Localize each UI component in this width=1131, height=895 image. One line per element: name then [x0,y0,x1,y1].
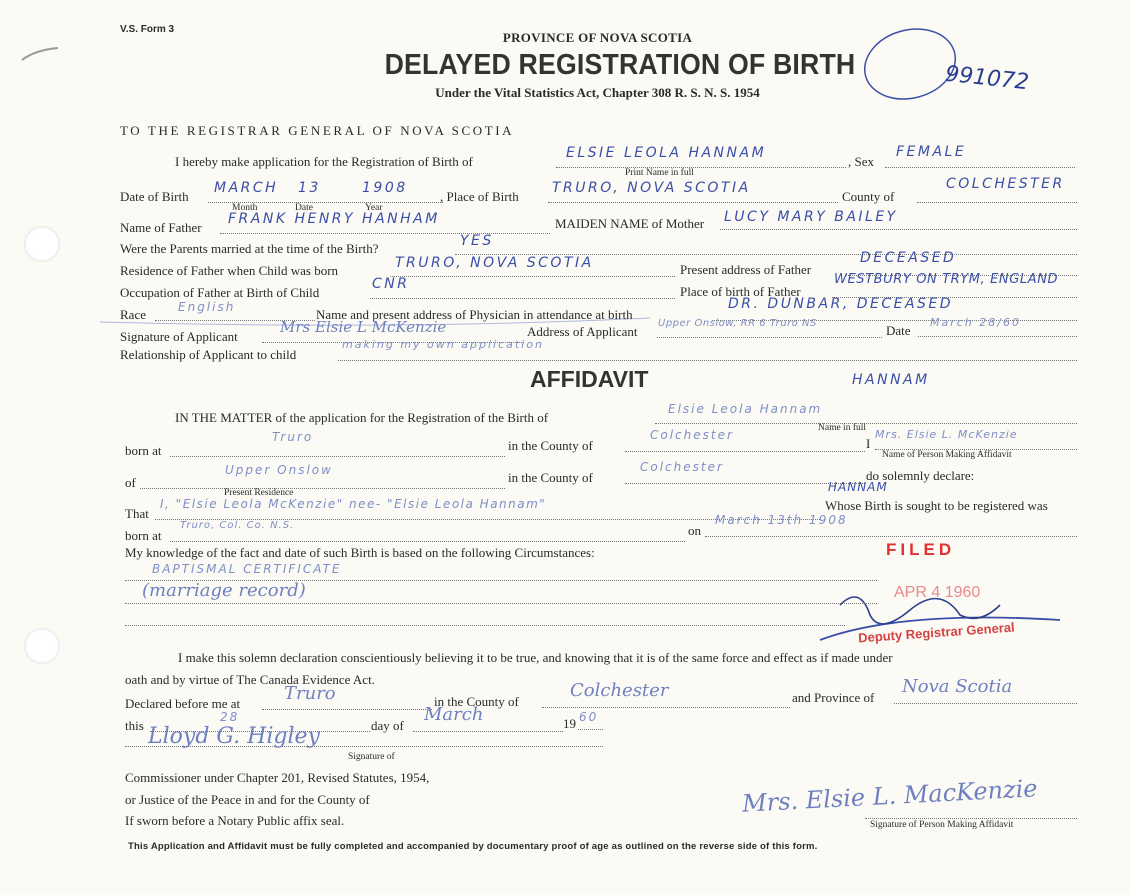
on-date-field: March 13th 1908 [715,513,848,527]
year-suffix-field: 60 [579,710,599,724]
father-birthplace-field: WESTBURY ON TRYM, ENGLAND [834,272,1059,287]
dotted-line [556,167,846,168]
circumstance-1: BAPTISMAL CERTIFICATE [152,562,342,576]
born-at-label: born at [125,443,162,458]
addressee: TO THE REGISTRAR GENERAL OF NOVA SCOTIA [120,123,515,138]
dotted-line [170,456,505,457]
parents-married-field: YES [460,233,494,249]
applicant-address-label: Address of Applicant [527,324,638,339]
mother-maiden-label: MAIDEN NAME of Mother [555,216,705,231]
father-occupation-label: Occupation of Father at Birth of Child [120,285,320,300]
county-label: County of [842,189,895,204]
mother-maiden-field: LUCY MARY BAILEY [724,209,898,225]
residence-caption: Present Residence [224,488,294,498]
father-residence-field: TRURO, NOVA SCOTIA [395,255,594,271]
dob-date-field: 13 [298,180,321,196]
father-name-label: Name of Father [120,220,202,235]
day-field: 28 [220,710,240,724]
month-caption: Month [232,203,258,213]
filed-stamp: FILED [886,540,956,559]
declared-county-label: in the County of [434,694,519,709]
race-field: English [178,300,236,314]
subtitle: Under the Vital Statistics Act, Chapter 308 R. S. N. S. 1954 [435,85,760,100]
deponent-signature: Mrs. Elsie L. MacKenzie [741,774,1039,818]
born-at-2-field: Truro, Col. Co. N.S. [180,520,295,531]
i-label: I [866,436,871,451]
father-name-field: FRANK HENRY HANHAM [228,211,440,227]
dotted-line [578,729,603,730]
affidavit-heading: AFFIDAVIT [530,366,649,392]
date-caption: Date [295,203,313,213]
relationship-field: making my own application [342,338,544,351]
dotted-line [338,360,1077,361]
declared-label: Declared before me at [125,696,241,711]
province-label: and Province of [792,690,875,705]
that-field: I, "Elsie Leola McKenzie" nee- "Elsie Leola Hannam" [160,497,547,511]
dotted-line [865,818,1077,819]
affidavit-county-field: Colchester [650,428,734,442]
declared-at-field: Truro [284,683,336,704]
footer-note: This Application and Affidavit must be fully completed and accompanied by documentary proof of age as outlined on the reverse side of this form. [128,841,818,852]
residence-county-field: Colchester [640,460,724,474]
solemnly-label: do solemnly declare: [866,468,975,483]
father-occupation-field: CNR [372,276,410,292]
dotted-line [125,625,845,626]
dob-month-field: MARCH [214,180,279,196]
that-correction: HANNAM [828,480,888,494]
dotted-line [542,707,790,708]
county-field: COLCHESTER [946,176,1065,192]
dotted-line [262,709,432,710]
year-caption: Year [365,203,383,213]
of-label: of [125,475,136,490]
applicant-address-field: Upper Onslow, RR 6 Truro NS [658,318,817,329]
deponent-signature-caption: Signature of Person Making Affidavit [870,820,1014,830]
dotted-line [918,336,1077,337]
application-date-field: March 28/60 [930,316,1021,329]
signature-label: Signature of Applicant [120,329,238,344]
sex-label: , Sex [848,154,874,169]
name-correction: HANNAM [852,372,930,388]
sex-field: FEMALE [896,144,967,160]
dotted-line [390,276,675,277]
county-label: in the County of [508,438,593,453]
dob-label: Date of Birth [120,189,189,204]
dotted-line [917,202,1077,203]
knowledge-label: My knowledge of the fact and date of such Birth is based on the following Circumstances: [125,545,595,560]
dotted-line [140,488,505,489]
deponent-caption: Name of Person Making Affidavit [882,450,1012,460]
commissioner-line: Commissioner under Chapter 201, Revised Statutes, 1954, [125,770,430,785]
day-of-label: day of [371,718,404,733]
dotted-line [657,337,882,338]
justice-line: or Justice of the Peace in and for the County of [125,792,370,807]
father-present-label: Present address of Father [680,262,812,277]
province-field: Nova Scotia [902,676,1013,697]
circumstance-2: (marriage record) [142,580,306,601]
dotted-line [220,233,550,234]
applicant-signature: Mrs Elsie L McKenzie [280,318,447,336]
dotted-line [548,202,838,203]
father-birthplace-label: Place of birth of Father [680,284,801,299]
dob-year-field: 1908 [362,180,408,196]
residence-field: Upper Onslow [225,463,333,477]
deponent-field: Mrs. Elsie L. McKenzie [875,428,1018,441]
dotted-line [625,451,865,452]
dotted-line [170,541,685,542]
province-heading: PROVINCE OF NOVA SCOTIA [502,30,693,45]
commissioner-signature: Lloyd G. Higley [148,724,320,749]
that-label: That [125,506,149,521]
name-full-caption: Name in full [818,423,867,433]
affidavit-child-name-field: Elsie Leola Hannam [668,402,823,416]
signature-of-caption: Signature of [348,752,395,762]
dotted-line [894,703,1077,704]
father-residence-label: Residence of Father when Child was born [120,263,339,278]
relationship-label: Relationship of Applicant to child [120,347,297,362]
registration-number: 991072 [943,61,1031,96]
notary-line: If sworn before a Notary Public affix seal. [125,813,345,828]
page-title: DELAYED REGISTRATION OF BIRTH [384,49,856,81]
date-label: Date [886,323,911,338]
print-name-caption: Print Name in full [625,168,694,178]
whose-birth-label: Whose Birth is sought to be registered was [825,498,1048,513]
form-number: V.S. Form 3 [120,24,175,35]
place-of-birth-field: TRURO, NOVA SCOTIA [552,180,751,196]
parents-married-label: Were the Parents married at the time of the Birth? [120,241,379,256]
physician-field: DR. DUNBAR, DECEASED [728,296,954,312]
filed-date-stamp: APR 4 1960 [894,584,981,601]
intro-label: I hereby make application for the Registration of Birth of [175,154,473,169]
declaration-line-2: oath and by virtue of The Canada Evidence Act. [125,672,375,687]
on-label: on [688,523,701,538]
born-at-2-label: born at [125,528,162,543]
dotted-line [413,731,563,732]
declaration-line-1: I make this solemn declaration conscientiously believing it to be true, and knowing that it is of the same force and effect as if made under [178,650,893,665]
dotted-line [705,536,1077,537]
dotted-line [885,167,1075,168]
place-of-birth-label: , Place of Birth [440,189,519,204]
month-field: March [424,704,484,725]
dotted-line [125,603,877,604]
declared-county-field: Colchester [570,680,669,701]
father-present-field: DECEASED [860,250,957,266]
year-prefix: 19 [563,716,576,731]
dotted-line [720,229,1077,230]
race-label: Race [120,307,146,322]
this-label: this [125,718,144,733]
child-name-field: ELSIE LEOLA HANNAM [566,145,767,161]
born-at-field: Truro [272,430,314,444]
residence-county-label: in the County of [508,470,593,485]
deputy-registrar-stamp: Deputy Registrar General [857,619,1016,646]
dotted-line [370,298,675,299]
physician-label: Name and present address of Physician in attendance at birth [316,307,633,322]
matter-label: IN THE MATTER of the application for the Registration of the Birth of [175,410,549,425]
